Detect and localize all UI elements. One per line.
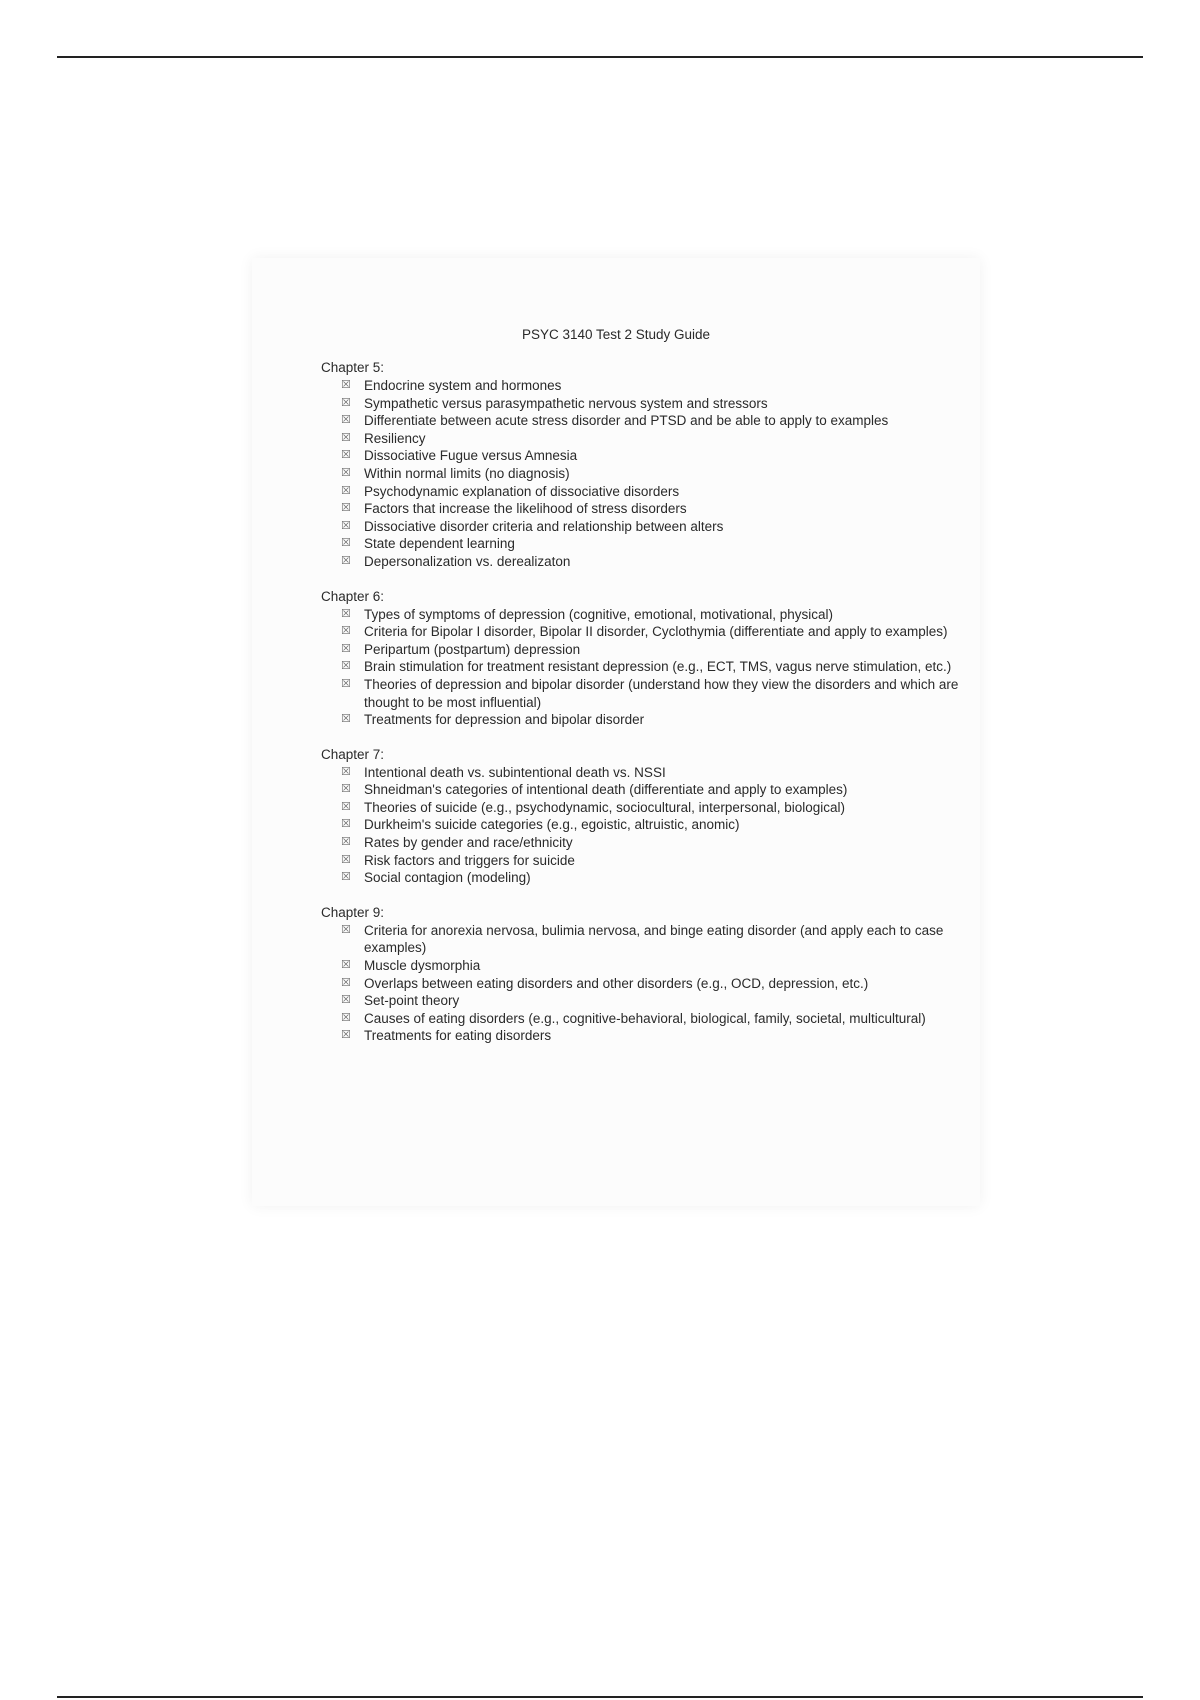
checkbox-bullet-icon: ☒ bbox=[341, 783, 351, 796]
checkbox-bullet-icon: ☒ bbox=[341, 976, 351, 989]
checkbox-bullet-icon: ☒ bbox=[341, 959, 351, 972]
checkbox-bullet-icon: ☒ bbox=[341, 554, 351, 567]
topic-text: Brain stimulation for treatment resistant depression (e.g., ECT, TMS, vagus nerve stimulation, etc.) bbox=[364, 659, 952, 675]
topic-text: Theories of depression and bipolar disorder (understand how they view the disorders and which are thought to be most influential) bbox=[364, 676, 959, 710]
checkbox-bullet-icon: ☒ bbox=[341, 800, 351, 813]
topic-text: Dissociative Fugue versus Amnesia bbox=[364, 448, 578, 464]
topic-list-item bbox=[321, 377, 961, 395]
topic-list-item bbox=[321, 535, 961, 553]
topic-text: Durkheim's suicide categories (e.g., egoistic, altruistic, anomic) bbox=[364, 817, 740, 833]
chapter-heading: Chapter 6: bbox=[321, 588, 385, 604]
topic-text: Within normal limits (no diagnosis) bbox=[364, 465, 570, 481]
checkbox-bullet-icon: ☒ bbox=[341, 818, 351, 831]
checkbox-bullet-icon: ☒ bbox=[341, 765, 351, 778]
checkbox-bullet-icon: ☒ bbox=[341, 379, 351, 391]
topic-list-item bbox=[321, 500, 961, 518]
topic-list-item bbox=[321, 676, 961, 711]
checkbox-bullet-icon: ☒ bbox=[341, 1029, 351, 1042]
topic-text: Set-point theory bbox=[364, 993, 460, 1009]
topic-list-item bbox=[321, 447, 961, 465]
topic-list-item bbox=[321, 465, 961, 483]
checkbox-bullet-icon: ☒ bbox=[341, 642, 351, 655]
chapter-heading: Chapter 5: bbox=[321, 360, 385, 375]
topic-list-item bbox=[321, 606, 961, 624]
topic-list-item bbox=[321, 922, 961, 957]
topic-list-item bbox=[321, 1010, 961, 1028]
checkbox-bullet-icon: ☒ bbox=[341, 607, 351, 620]
topic-text: Criteria for Bipolar I disorder, Bipolar II disorder, Cyclothymia (differentiate and apply to examples) bbox=[364, 624, 948, 640]
chapter-section bbox=[321, 588, 961, 729]
topic-list-item bbox=[321, 553, 961, 571]
topic-list bbox=[321, 922, 961, 1045]
document-title: PSYC 3140 Test 2 Study Guide bbox=[521, 327, 711, 342]
topic-list-item bbox=[321, 483, 961, 501]
checkbox-bullet-icon: ☒ bbox=[341, 537, 351, 550]
checkbox-bullet-icon: ☒ bbox=[341, 994, 351, 1007]
topic-text: Peripartum (postpartum) depression bbox=[364, 641, 581, 657]
topic-list bbox=[321, 764, 961, 887]
topic-text: Muscle dysmorphia bbox=[364, 958, 481, 974]
topic-text: Theories of suicide (e.g., psychodynamic, sociocultural, interpersonal, biological) bbox=[364, 799, 845, 815]
topic-list-item bbox=[321, 799, 961, 817]
checkbox-bullet-icon: ☒ bbox=[341, 853, 351, 866]
topic-list-item bbox=[321, 658, 961, 676]
checkbox-bullet-icon: ☒ bbox=[341, 660, 351, 673]
topic-list-item bbox=[321, 816, 961, 834]
topic-text: Sympathetic versus parasympathetic nervous system and stressors bbox=[364, 395, 768, 411]
topic-list-item bbox=[321, 430, 961, 448]
topic-list-item bbox=[321, 518, 961, 536]
checkbox-bullet-icon: ☒ bbox=[341, 677, 351, 690]
checkbox-bullet-icon: ☒ bbox=[341, 466, 351, 479]
checkbox-bullet-icon: ☒ bbox=[341, 836, 351, 849]
topic-text: Shneidman's categories of intentional death (differentiate and apply to examples) bbox=[364, 782, 848, 798]
topic-list-item bbox=[321, 852, 961, 870]
topic-text: Overlaps between eating disorders and other disorders (e.g., OCD, depression, etc.) bbox=[364, 975, 869, 991]
checkbox-bullet-icon: ☒ bbox=[341, 519, 351, 532]
topic-list-item bbox=[321, 395, 961, 413]
topic-list-item bbox=[321, 781, 961, 799]
chapter-section bbox=[321, 359, 961, 571]
topic-text: Dissociative disorder criteria and relationship between alters bbox=[364, 518, 724, 534]
topic-text: Types of symptoms of depression (cognitive, emotional, motivational, physical) bbox=[364, 606, 833, 622]
topic-list-item bbox=[321, 764, 961, 782]
checkbox-bullet-icon: ☒ bbox=[341, 484, 351, 497]
checkbox-bullet-icon: ☒ bbox=[341, 396, 351, 409]
chapter-section bbox=[321, 904, 961, 1045]
topic-list-item bbox=[321, 957, 961, 975]
topic-text: Causes of eating disorders (e.g., cognitive-behavioral, biological, family, societal, multicultural) bbox=[364, 1010, 926, 1026]
topic-text: Endocrine system and hormones bbox=[364, 378, 562, 393]
chapter-section bbox=[321, 746, 961, 887]
topic-text: Intentional death vs. subintentional death vs. NSSI bbox=[364, 764, 666, 780]
topic-text: Factors that increase the likelihood of stress disorders bbox=[364, 501, 687, 517]
study-guide-content bbox=[321, 359, 961, 1062]
chapter-heading: Chapter 7: bbox=[321, 746, 385, 762]
topic-text: Social contagion (modeling) bbox=[364, 870, 531, 886]
checkbox-bullet-icon: ☒ bbox=[341, 414, 351, 427]
topic-list-item bbox=[321, 1027, 961, 1045]
topic-list-item bbox=[321, 834, 961, 852]
topic-text: Psychodynamic explanation of dissociative disorders bbox=[364, 483, 680, 499]
scanned-page bbox=[252, 258, 980, 1206]
top-rule bbox=[57, 56, 1143, 58]
checkbox-bullet-icon: ☒ bbox=[341, 431, 351, 444]
topic-text: Criteria for anorexia nervosa, bulimia nervosa, and binge eating disorder (and apply each to case examples) bbox=[364, 922, 944, 956]
topic-list-item bbox=[321, 975, 961, 993]
checkbox-bullet-icon: ☒ bbox=[341, 1011, 351, 1024]
checkbox-bullet-icon: ☒ bbox=[341, 625, 351, 638]
topic-list-item bbox=[321, 412, 961, 430]
topic-text: Differentiate between acute stress disorder and PTSD and be able to apply to examples bbox=[364, 413, 889, 429]
chapter-heading: Chapter 9: bbox=[321, 904, 385, 920]
topic-list-item bbox=[321, 992, 961, 1010]
checkbox-bullet-icon: ☒ bbox=[341, 713, 351, 726]
checkbox-bullet-icon: ☒ bbox=[341, 923, 351, 936]
topic-text: Treatments for depression and bipolar disorder bbox=[364, 712, 645, 728]
bottom-rule bbox=[57, 1696, 1143, 1698]
topic-text: Rates by gender and race/ethnicity bbox=[364, 835, 573, 851]
checkbox-bullet-icon: ☒ bbox=[341, 502, 351, 515]
topic-text: Depersonalization vs. derealizaton bbox=[364, 553, 571, 569]
topic-list bbox=[321, 606, 961, 729]
topic-list-item bbox=[321, 869, 961, 887]
topic-list bbox=[321, 377, 961, 571]
checkbox-bullet-icon: ☒ bbox=[341, 871, 351, 884]
topic-text: Risk factors and triggers for suicide bbox=[364, 852, 575, 868]
topic-list-item bbox=[321, 623, 961, 641]
topic-list-item bbox=[321, 711, 961, 729]
topic-text: Treatments for eating disorders bbox=[364, 1028, 552, 1044]
topic-text: State dependent learning bbox=[364, 536, 515, 552]
checkbox-bullet-icon: ☒ bbox=[341, 449, 351, 462]
topic-list-item bbox=[321, 641, 961, 659]
topic-text: Resiliency bbox=[364, 430, 426, 446]
